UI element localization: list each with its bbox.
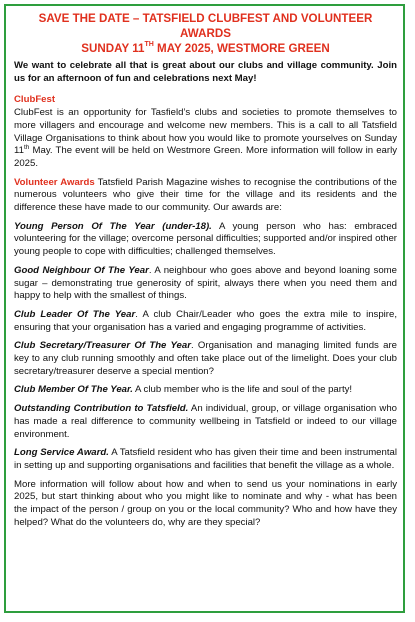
flyer-frame <box>4 4 405 613</box>
award-good-neighbour <box>14 265 397 303</box>
award-long-service <box>14 447 397 472</box>
flyer-title <box>14 11 397 56</box>
award-young-person <box>14 221 397 259</box>
award-club-member <box>14 384 397 397</box>
award-description: A young person who has: embraced volunteering for the village; overcome personal difficulties; supported and/or inspired other young people to cope with difficulties; challenged themselves. <box>14 220 397 258</box>
award-name: Club Leader Of The Year <box>14 308 136 320</box>
award-description: . Organisation and managing limited funds are key to any club running smoothly and often take place out of the limelight. Does your club secretary/treasurer deserve a special mention? <box>14 340 397 377</box>
intro-paragraph: We want to celebrate all that is great about our clubs and village community. Join us for an afternoon of fun and celebrations next May! <box>14 60 397 84</box>
award-name: Young Person Of The Year (under-18). <box>14 220 212 232</box>
award-outstanding-contribution <box>14 403 397 441</box>
title-date-post: MAY 2025, WESTMORE GREEN <box>153 42 330 55</box>
closing-paragraph: More information will follow about how and when to send us your nominations in early 2025, but start thinking about who you might like to nominate and why - what has been the impact of the person / group on you or the local community? Who and how have they helped? What do the volunteers do, why are they special? <box>14 478 397 528</box>
award-description: . A neighbour who goes above and beyond loaning some sugar – demonstrating true generosity of spirit, always there when you need them and happy to help with the smallest of things. <box>14 264 397 302</box>
title-date-suffix: TH <box>144 41 154 49</box>
award-description: . A club Chair/Leader who goes the extra mile to inspire, ensuring that your organisation has a varied and engaging programme of activities. <box>14 308 397 333</box>
volunteer-awards-section <box>14 177 397 215</box>
title-line-1: SAVE THE DATE – TATSFIELD CLUBFEST AND VOLUNTEER AWARDS <box>38 12 373 40</box>
volunteer-awards-heading: Volunteer Awards <box>14 176 95 188</box>
award-club-leader <box>14 309 397 334</box>
award-description: A Tatsfield resident who has given their time and been instrumental in setting up and supporting organisations and facilities that benefit the village as a whole. <box>14 447 397 471</box>
award-club-secretary <box>14 340 397 378</box>
clubfest-section <box>14 94 397 170</box>
title-date-pre: SUNDAY 11 <box>81 42 145 55</box>
clubfest-body-post: May. The event will be held on Westmore Green. More information will follow in early 2025. <box>14 145 397 169</box>
award-name: Outstanding Contribution to Tatsfield. <box>14 403 189 415</box>
award-name: Good Neighbour Of The Year <box>14 264 149 276</box>
award-name: Club Secretary/Treasurer Of The Year <box>14 340 191 352</box>
clubfest-body-pre: ClubFest is an opportunity for Tasfield’s clubs and societies to promote themselves to more villagers and encourage and welcome new members. This is a call to all Tatsfield Village Organisations to think about how you would like to promote yourselves on Sunday 11 <box>14 107 397 157</box>
award-name: Club Member Of The Year. <box>14 384 133 396</box>
clubfest-date-suffix: th <box>23 144 30 152</box>
award-description: A club member who is the life and soul of the party! <box>132 384 353 396</box>
clubfest-heading: ClubFest <box>14 94 56 106</box>
volunteer-awards-body: Tatsfield Parish Magazine wishes to recognise the contributions of the numerous volunteers who give their time for the village and its residents and the difference these have made to our community. Our awards are: <box>14 176 397 214</box>
award-description: An individual, group, or village organisation who has made a real difference to community wellbeing in Tatsfield or indeed to our village environment. <box>14 403 397 440</box>
award-name: Long Service Award. <box>14 447 109 459</box>
title-line-2 <box>14 41 397 56</box>
